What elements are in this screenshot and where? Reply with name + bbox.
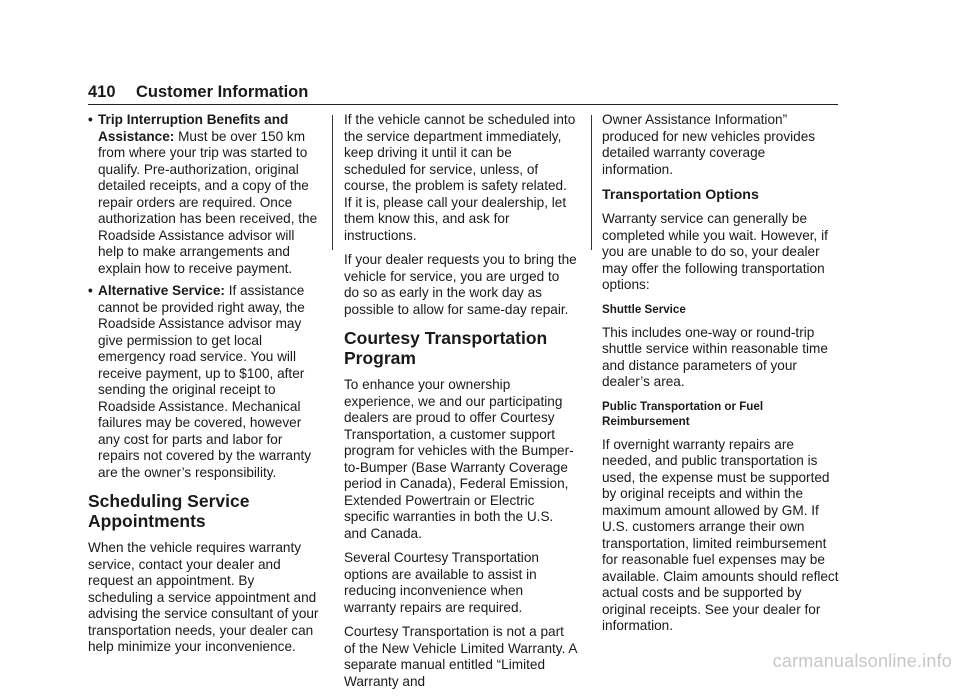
- column-2: [344, 112, 577, 698]
- bullet-item: [88, 283, 321, 481]
- paragraph: Courtesy Transportation is not a part of the New Vehicle Limited Warranty. A separate manual entitled “Limited Warranty and: [344, 624, 577, 689]
- bullet-label: Trip Interruption Benefits and Assistance:: [98, 112, 289, 144]
- column-divider: [332, 115, 333, 250]
- paragraph: Several Courtesy Transportation options are available to assist in reducing inconvenience when warranty repairs are required.: [344, 550, 539, 615]
- page-header: [88, 83, 838, 102]
- heading-shuttle-service: Shuttle Service: [602, 302, 686, 316]
- bullet-icon: •: [88, 112, 93, 127]
- bullet-text: If assistance cannot be provided right away, the Roadside Assistance advisor may give permission to get local emergency road service. You will receive payment, up to $100, after sending the original receipt to Roadside Assistance. Mechanical failures may be covered, however any cost for parts and labor for repairs not covered by the warranty are the owner’s responsibility.: [98, 283, 312, 480]
- watermark: carmanualsonline.info: [772, 651, 952, 671]
- bullet-label: Alternative Service:: [98, 283, 225, 298]
- heading-transportation-options: Transportation Options: [602, 187, 759, 203]
- paragraph: If overnight warranty repairs are needed, and public transportation is used, the expense must be supported by original receipts and within the maximum amount allowed by GM. If U.S. customers arrange their own transportation, limited reimbursement for reasonable fuel expenses may be available. Claim amounts should reflect actual costs and be supported by original receipts. See your dealer for information.: [602, 436, 839, 633]
- paragraph: If your dealer requests you to bring the vehicle for service, you are urged to do so as early in the work day as possible to allow for same-day repair.: [344, 252, 577, 317]
- header-rule: [88, 104, 838, 105]
- paragraph: If the vehicle cannot be scheduled into the service department immediately, keep driving it until it can be scheduled for service, unless, of course, the problem is safety related. If it is, please call your dealership, let them know this, and ask for instructions.: [344, 112, 576, 243]
- bullet-item: [88, 112, 321, 277]
- column-3: [602, 112, 840, 643]
- paragraph: Owner Assistance Information” produced for new vehicles provides detailed warranty coverage information.: [602, 112, 816, 177]
- heading-courtesy-transportation: Courtesy Transportation Program: [344, 328, 548, 368]
- paragraph: This includes one-way or round-trip shuttle service within reasonable time and distance parameters of your dealer’s area.: [602, 324, 828, 389]
- bullet-icon: •: [88, 283, 93, 298]
- page-number: 410: [88, 83, 116, 101]
- section-title: Customer Information: [135, 83, 309, 101]
- paragraph: Warranty service can generally be completed while you wait. However, if you are unable to do so, your dealer may offer the following transportation options:: [602, 211, 828, 292]
- bullet-text: Must be over 150 km from where your trip was started to qualify. Pre-authorization, original detailed receipts, and a copy of the repair orders are required. Once authorization has been received, the Roadside Assistance advisor will help to make arrangements and explain how to receive payment.: [98, 128, 318, 276]
- paragraph: To enhance your ownership experience, we and our participating dealers are proud to offer Courtesy Transportation, a customer support program for vehicles with the Bumper-to-Bumper (Base Warranty Coverage period in Canada), Federal Emission, Extended Powertrain or Electric specific warranties in both the U.S. and Canada.: [344, 377, 574, 541]
- heading-scheduling-service: Scheduling Service Appointments: [88, 491, 250, 531]
- column-1: [88, 112, 321, 664]
- heading-public-transportation: Public Transportation or Fuel Reimbursement: [602, 399, 764, 428]
- column-divider: [591, 115, 592, 250]
- paragraph: When the vehicle requires warranty service, contact your dealer and request an appointment. By scheduling a service appointment and advising the service consultant of your transportation needs, your dealer can help minimize your inconvenience.: [88, 540, 319, 654]
